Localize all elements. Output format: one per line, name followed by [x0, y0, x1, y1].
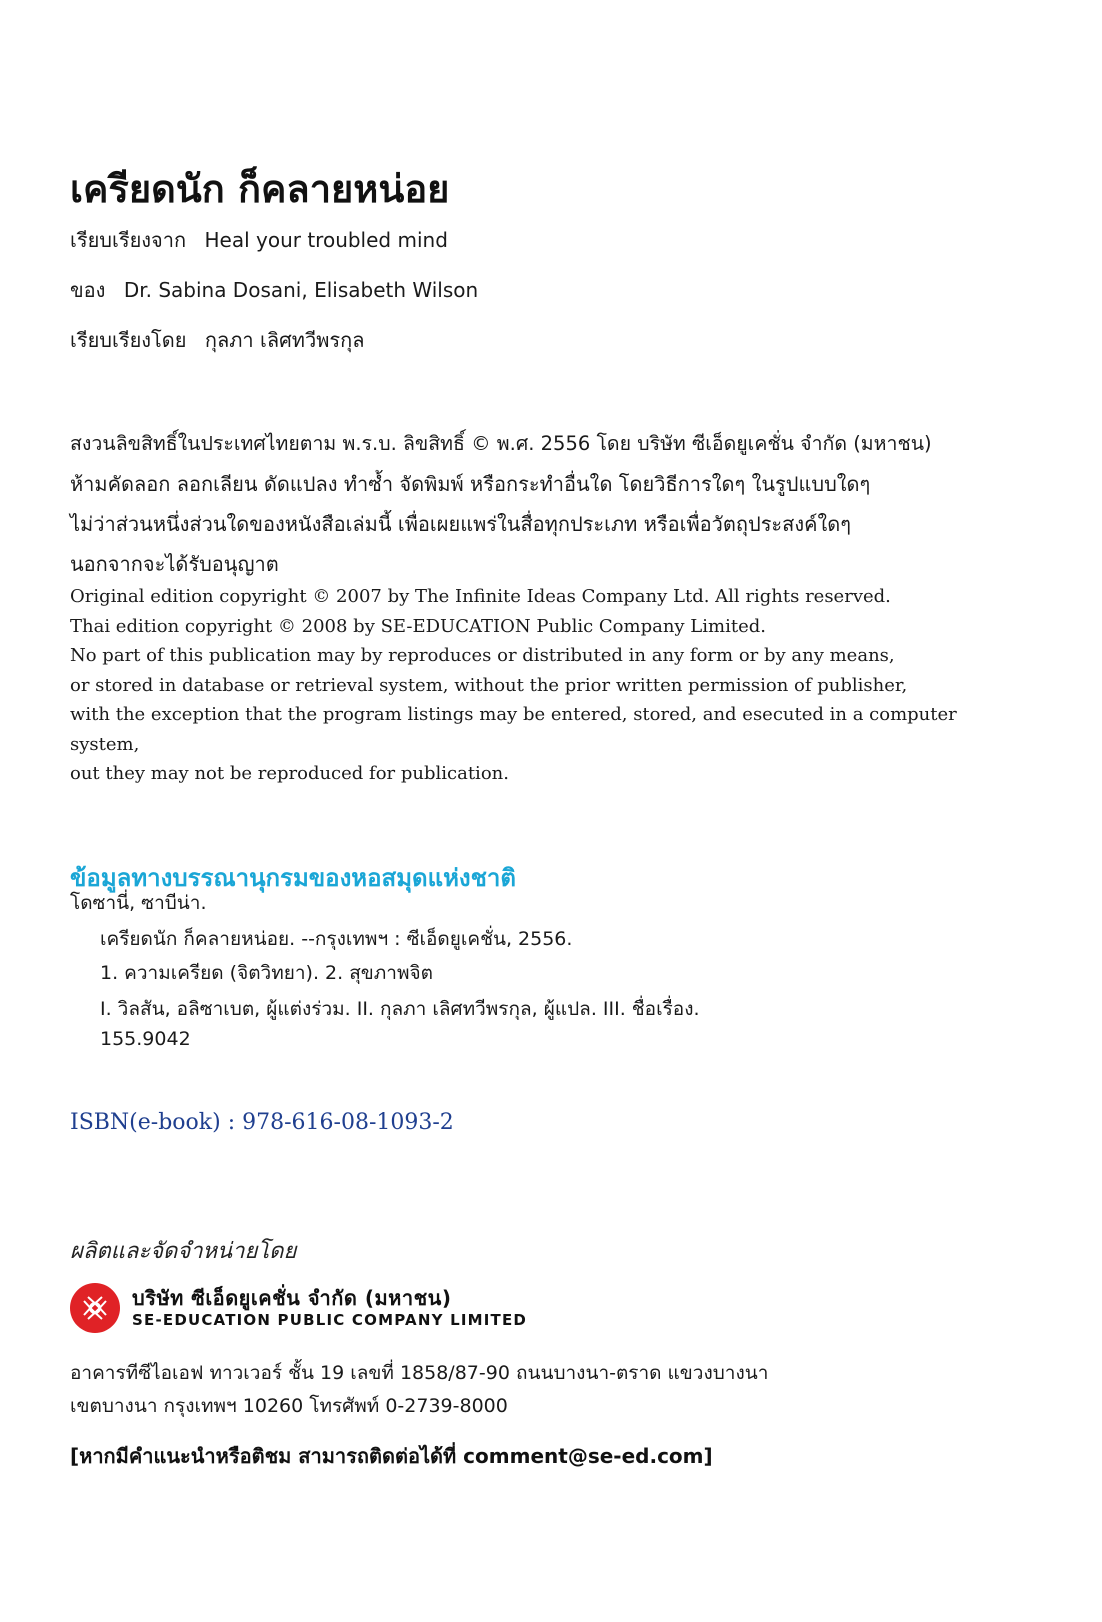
catalog-added-entries: I. วิลสัน, อลิซาเบต, ผู้แต่งร่วม. II. กุลภา เลิศทวีพรกุล, ผู้แปล. III. ชื่อเรื่อง. — [100, 998, 700, 1020]
english-copyright-line: system, — [70, 734, 140, 755]
thai-copyright-line: ห้ามคัดลอก ลอกเลียน ดัดแปลง ทำซ้ำ จัดพิมพ์ หรือกระทำอื่นใด โดยวิธีการใดๆ ในรูปแบบใดๆ — [70, 472, 871, 496]
book-title: เครียดนัก ก็คลายหน่อย — [70, 167, 450, 211]
english-copyright-line: Original edition copyright © 2007 by The Infinite Ideas Company Ltd. All rights reserved. — [70, 586, 891, 607]
catalog-imprint: เครียดนัก ก็คลายหน่อย. --กรุงเทพฯ : ซีเอ็ดยูเคชั่น, 2556. — [100, 928, 573, 950]
catalog-heading: ข้อมูลทางบรรณานุกรมของหอสมุดแห่งชาติ — [70, 864, 516, 892]
english-copyright-line: No part of this publication may by reproduces or distributed in any form or by any means, — [70, 645, 895, 666]
thai-copyright-line: สงวนลิขสิทธิ์ในประเทศไทยตาม พ.ร.บ. ลิขสิทธิ์ © พ.ศ. 2556 โดย บริษัท ซีเอ็ดยูเคชั่น จำกัด (มหาชน) — [70, 432, 932, 455]
adapted-from-value: Heal your troubled mind — [204, 228, 448, 252]
publisher-address-line: เขตบางนา กรุงเทพฯ 10260 โทรศัพท์ 0-2739-8000 — [70, 1395, 508, 1417]
author-line — [70, 274, 478, 306]
english-copyright-line: or stored in database or retrieval system, without the prior written permission of publisher, — [70, 675, 908, 696]
compiled-by-label: เรียบเรียงโดย — [70, 328, 187, 352]
catalog-author: โดซานี่, ซาบีน่า. — [70, 892, 207, 914]
compiled-by-line — [70, 324, 365, 356]
author-label: ของ — [70, 278, 106, 302]
english-copyright-line: with the exception that the program listings may be entered, stored, and esecuted in a computer — [70, 704, 957, 725]
publisher-name-thai: บริษัท ซีเอ็ดยูเคชั่น จำกัด (มหาชน) — [132, 1286, 452, 1310]
thai-copyright-line: ไม่ว่าส่วนหนึ่งส่วนใดของหนังสือเล่มนี้ เพื่อเผยแพร่ในสื่อทุกประเภท หรือเพื่อวัตถุประสงค์ใดๆ — [70, 512, 852, 536]
produced-by-label: ผลิตและจัดจำหน่ายโดย — [70, 1239, 297, 1264]
english-copyright-line: Thai edition copyright © 2008 by SE-EDUCATION Public Company Limited. — [70, 616, 766, 637]
catalog-subjects: 1. ความเครียด (จิตวิทยา). 2. สุขภาพจิต — [100, 962, 433, 984]
publisher-logo-icon — [70, 1283, 120, 1333]
adapted-from-line — [70, 224, 448, 256]
compiled-by-value: กุลภา เลิศทวีพรกุล — [204, 328, 365, 352]
contact-line: [หากมีคำแนะนำหรือติชม สามารถติดต่อได้ที่ comment@se-ed.com] — [70, 1444, 713, 1468]
thai-copyright-line: นอกจากจะได้รับอนุญาต — [70, 552, 279, 576]
adapted-from-label: เรียบเรียงจาก — [70, 228, 187, 252]
english-copyright-line: out they may not be reproduced for publication. — [70, 763, 509, 784]
catalog-classification: 155.9042 — [100, 1028, 191, 1050]
isbn: ISBN(e-book) : 978-616-08-1093-2 — [70, 1110, 454, 1135]
author-value: Dr. Sabina Dosani, Elisabeth Wilson — [123, 278, 479, 302]
publisher-name-english: SE-EDUCATION PUBLIC COMPANY LIMITED — [132, 1311, 528, 1329]
publisher-address-line: อาคารทีซีไอเอฟ ทาวเวอร์ ชั้น 19 เลขที่ 1858/87-90 ถนนบางนา-ตราด แขวงบางนา — [70, 1362, 769, 1384]
